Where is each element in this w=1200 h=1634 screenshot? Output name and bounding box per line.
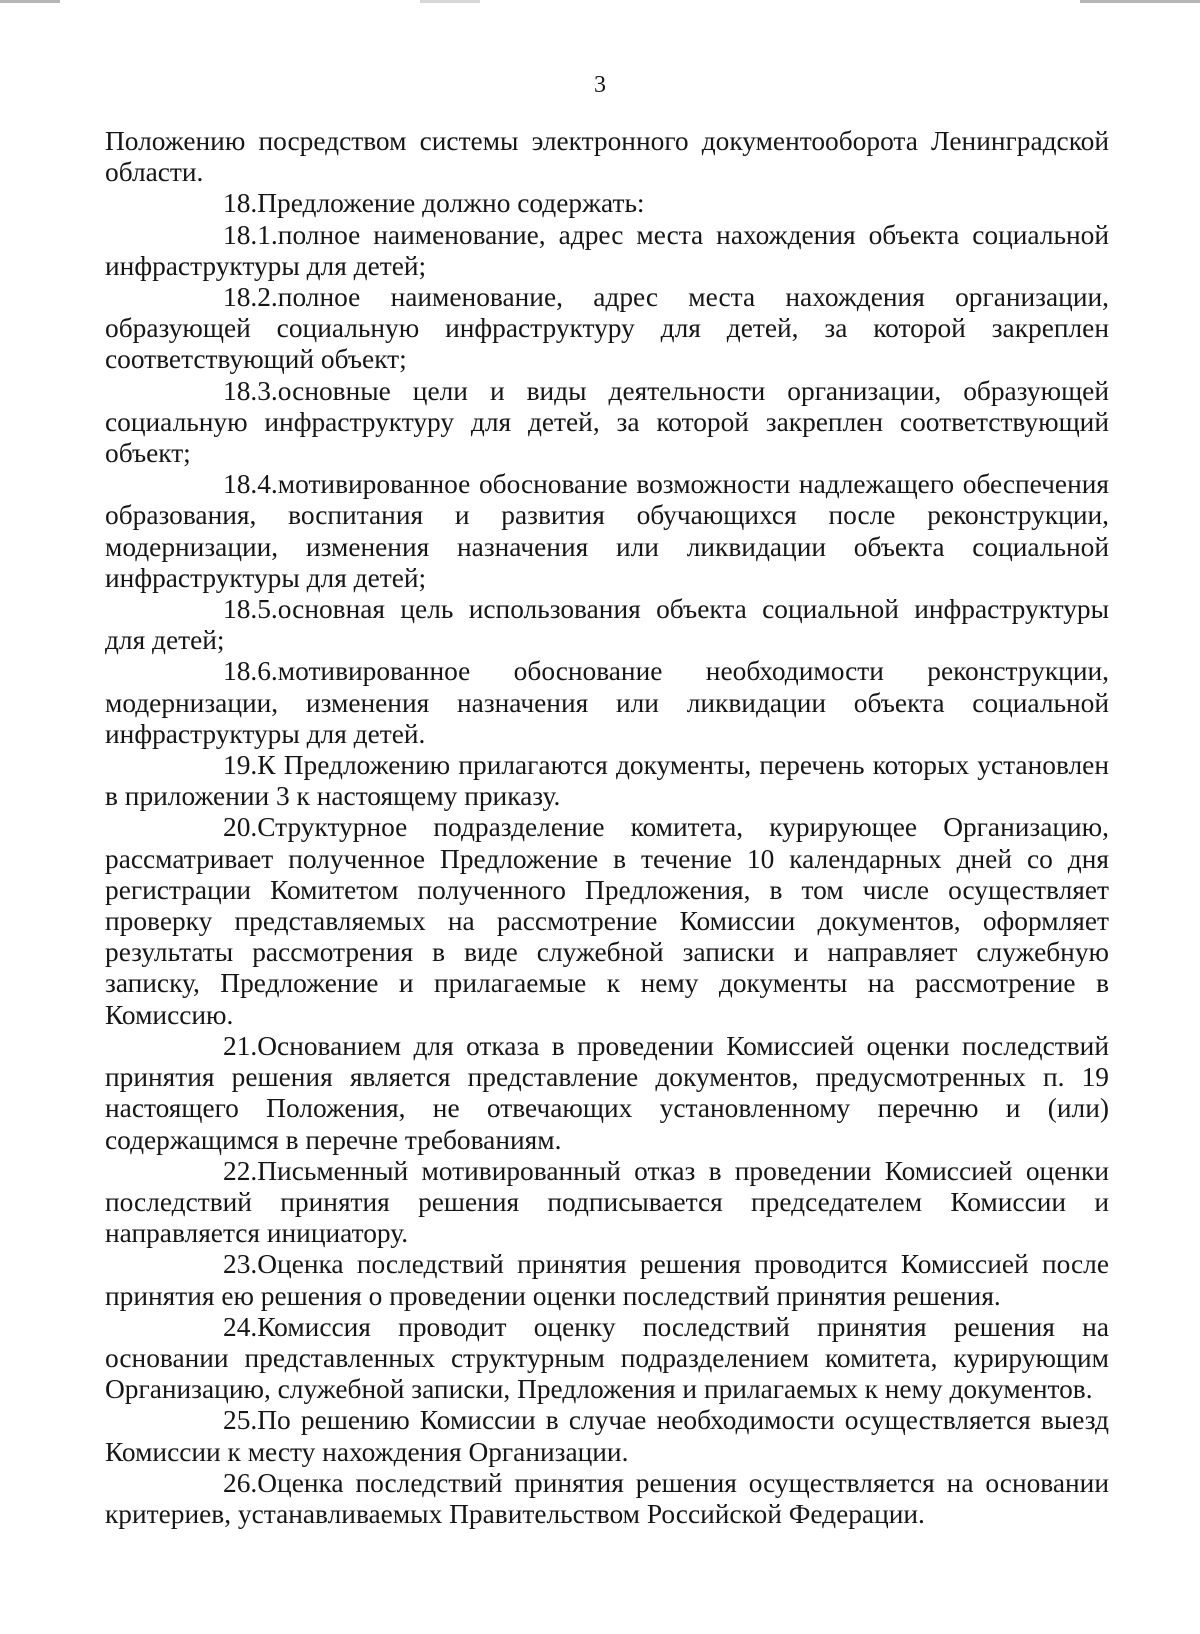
paragraph-number: 24. xyxy=(223,1311,258,1342)
paragraph-number: 18.2. xyxy=(223,282,278,313)
paragraph-18-6 xyxy=(105,656,1109,750)
paragraph-number: 20. xyxy=(223,812,258,843)
paragraph-25 xyxy=(105,1405,1109,1467)
paragraph-number: 18.4. xyxy=(223,469,278,500)
paragraph-text: полное наименование, адрес места нахождения организации, образующей социальную инфраструктуру для детей, за которой закреплен соответствующий объект; xyxy=(105,282,1109,375)
paragraph-text: Письменный мотивированный отказ в проведении Комиссией оценки последствий принятия решения подписывается председателем Комиссии и направляется инициатору. xyxy=(105,1155,1109,1249)
paragraph-23 xyxy=(105,1249,1109,1311)
paragraph-number: 25. xyxy=(223,1405,258,1436)
paragraph-text: Основанием для отказа в проведении Комиссией оценки последствий принятия решения является представление документов, предусмотренных п. 19 настоящего Положения, не отвечающих установленному перечню и (или) содержащимся в перечне требованиям. xyxy=(105,1030,1109,1155)
paragraph-number: 18.3. xyxy=(223,375,278,406)
scan-edge-mark xyxy=(420,0,480,3)
paragraph-21 xyxy=(105,1031,1109,1156)
paragraph-number: 26. xyxy=(223,1467,258,1498)
paragraph-number: 21. xyxy=(223,1030,258,1061)
paragraph-18 xyxy=(105,188,1109,219)
paragraph-number: 18.5. xyxy=(223,594,278,625)
paragraph-20 xyxy=(105,812,1109,1030)
paragraph-22 xyxy=(105,1156,1109,1250)
paragraph-text: Положению посредством системы электронного документооборота Ленинградской области. xyxy=(105,126,1109,188)
scan-edge-mark xyxy=(1080,0,1200,3)
paragraph-text: Предложение должно содержать: xyxy=(257,188,645,219)
paragraph-text: Структурное подразделение комитета, курирующее Организацию, рассматривает полученное Предложение в течение 10 календарных дней со дня регистрации Комитетом полученного Предложения, в том числе осуществляет проверку представляемых на рассмотрение Комиссии документов, оформляет результаты рассмотрения в виде служебной записки и направляет служебную записку, Предложение и прилагаемые к нему документы на рассмотрение в Комиссию. xyxy=(105,812,1109,1030)
paragraph-number: 19. xyxy=(223,750,258,781)
paragraph-18-2 xyxy=(105,282,1109,376)
paragraph-number: 23. xyxy=(223,1249,258,1280)
document-body xyxy=(105,126,1109,1530)
page-number: 3 xyxy=(594,72,606,98)
paragraph-number: 18. xyxy=(223,188,258,219)
paragraph-text: Комиссия проводит оценку последствий принятия решения на основании представленных структурным подразделением комитета, курирующим Организацию, служебной записки, Предложения и прилагаемых к нему документов. xyxy=(105,1311,1109,1405)
paragraph-text: полное наименование, адрес места нахождения объекта социальной инфраструктуры для детей; xyxy=(105,219,1109,281)
paragraph-18-5 xyxy=(105,594,1109,656)
paragraph-text: основная цель использования объекта социальной инфраструктуры для детей; xyxy=(105,594,1109,656)
paragraph-number: 22. xyxy=(223,1155,258,1186)
paragraph-text: мотивированное обоснование возможности надлежащего обеспечения образования, воспитания и развития обучающихся после реконструкции, модернизации, изменения назначения или ликвидации объекта социальной инфраструктуры для детей; xyxy=(105,469,1109,593)
paragraph-18-1 xyxy=(105,220,1109,282)
paragraph-text: основные цели и виды деятельности организации, образующей социальную инфраструктуру для детей, за которой закреплен соответствующий объект; xyxy=(105,375,1109,469)
paragraph-26 xyxy=(105,1468,1109,1530)
paragraph-number: 18.6. xyxy=(223,656,278,687)
scan-edge-mark xyxy=(0,0,60,3)
paragraph-text: По решению Комиссии в случае необходимости осуществляется выезд Комиссии к месту нахождения Организации. xyxy=(105,1405,1109,1467)
paragraph-24 xyxy=(105,1312,1109,1406)
paragraph-text: Оценка последствий принятия решения проводится Комиссией после принятия ею решения о проведении оценки последствий принятия решения. xyxy=(105,1249,1109,1311)
paragraph-19 xyxy=(105,750,1109,812)
paragraph-text: мотивированное обоснование необходимости реконструкции, модернизации, изменения назначения или ликвидации объекта социальной инфраструктуры для детей. xyxy=(105,656,1109,749)
paragraph-18-4 xyxy=(105,469,1109,594)
paragraph-number: 18.1. xyxy=(223,219,278,250)
paragraph-text: Оценка последствий принятия решения осуществляется на основании критериев, устанавливаемых Правительством Российской Федерации. xyxy=(105,1467,1109,1529)
paragraph-18-3 xyxy=(105,376,1109,470)
paragraph xyxy=(105,126,1109,188)
paragraph-text: К Предложению прилагаются документы, перечень которых установлен в приложении 3 к настоящему приказу. xyxy=(105,750,1109,812)
